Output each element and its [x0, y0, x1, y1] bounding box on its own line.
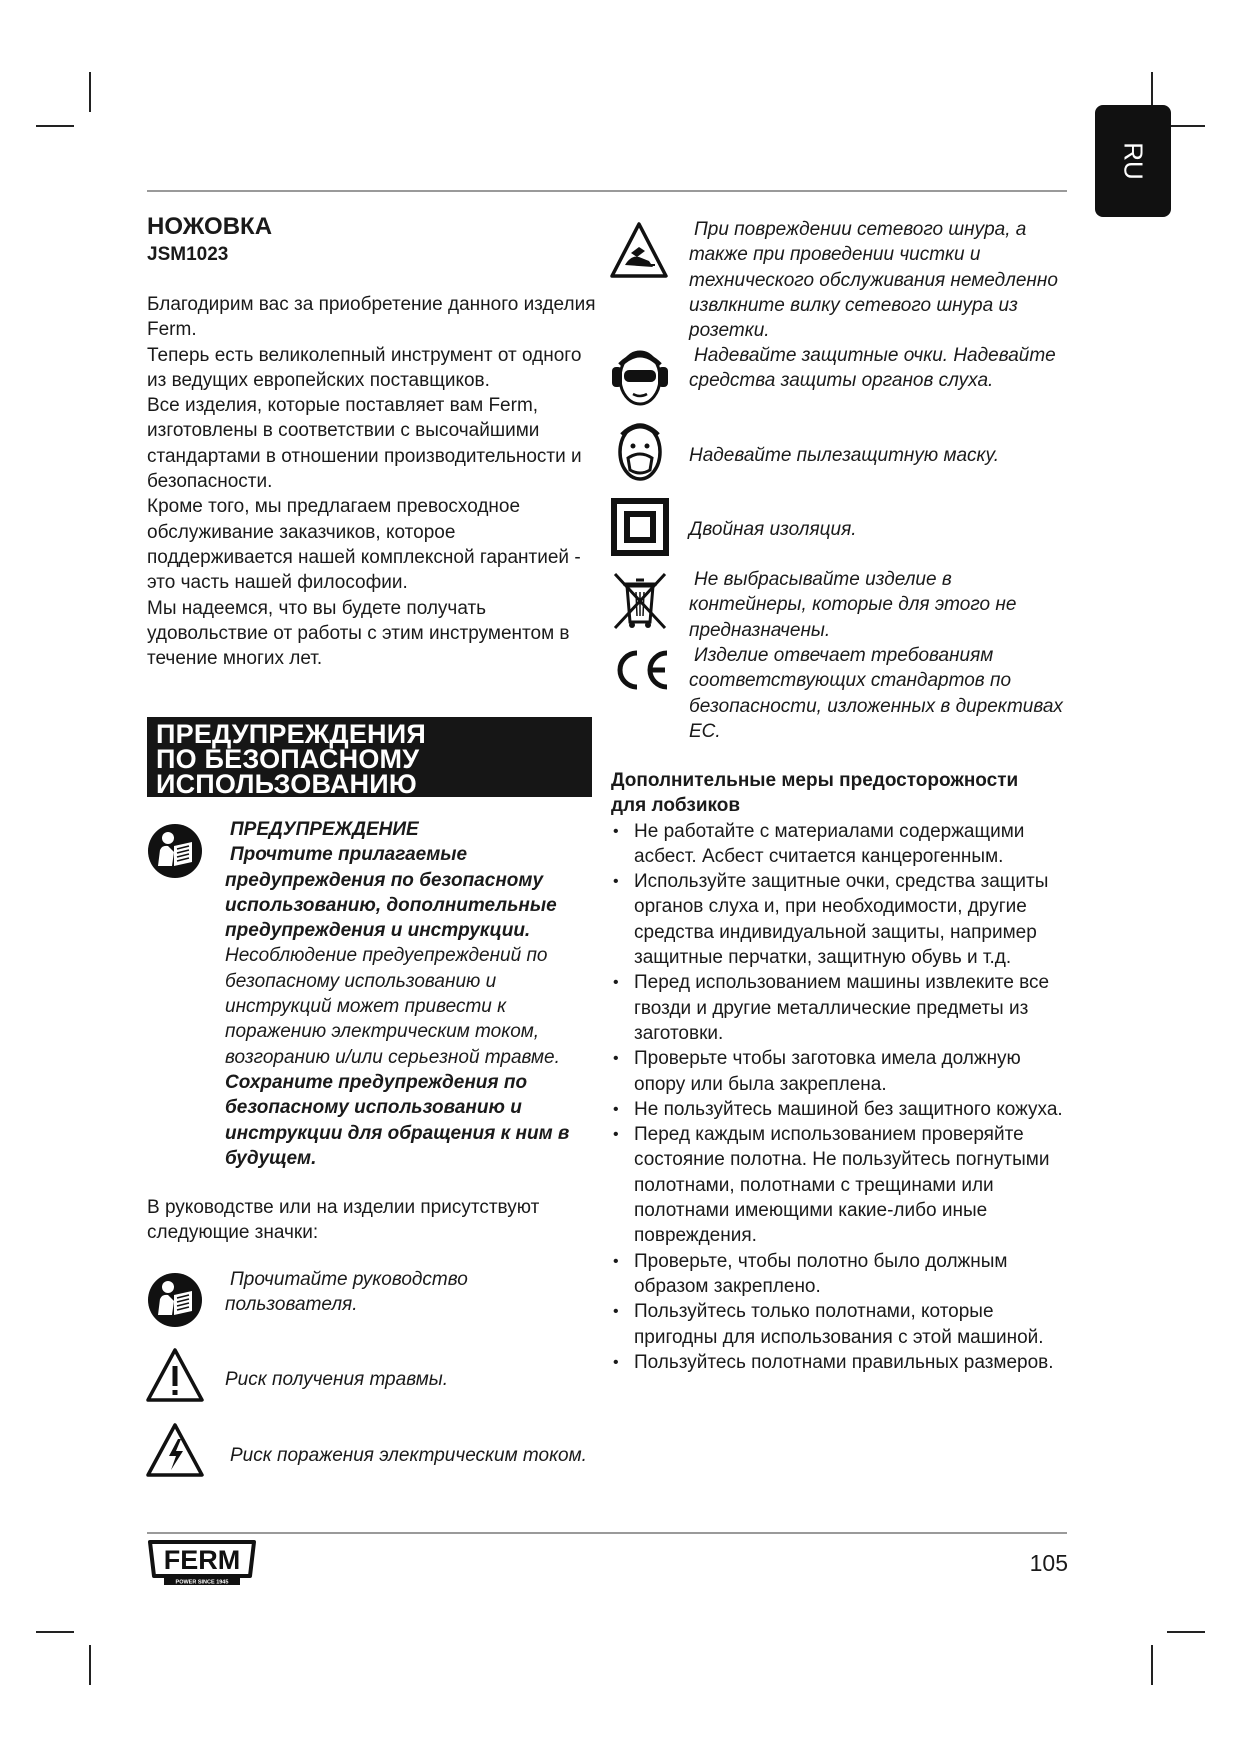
crop-mark [1167, 1631, 1205, 1633]
safety-warnings-header [147, 717, 592, 797]
list-item: • Проверьте чтобы заготовка имела должную опору или была закреплена. [611, 1046, 1071, 1097]
crop-mark [36, 1631, 74, 1633]
warning-read-instructions: Прочтите прилагаемые предупреждения по безопасному использованию, дополнительные предупреждения и инструкции. [225, 844, 557, 942]
crop-mark [1151, 1645, 1153, 1685]
symbols-intro: В руководстве или на изделии присутствуют следующие значки: [147, 1197, 540, 1244]
header-line: ПО БЕЗОПАСНОМУ [156, 744, 420, 774]
warning-triangle-icon [145, 1347, 205, 1403]
warning-keep-instructions: Сохраните предупреждения по безопасному использованию и инструкции для обращения к ним в будущем. [225, 1071, 570, 1169]
double-insulation-icon [611, 498, 669, 556]
page-number: 105 [1029, 1550, 1068, 1576]
electric-shock-icon [145, 1422, 205, 1478]
intro-paragraph: Мы надеемся, что вы будете получать удовольствие от работы с этим инструментом в течение многих лет. [147, 597, 570, 670]
warning-block [225, 817, 590, 1171]
top-rule [147, 190, 1067, 192]
read-manual-icon [146, 822, 204, 880]
symbol-description: Изделие отвечает требованиям соответствующих стандартов по безопасности, изложенных в директивах ЕС. [689, 645, 1063, 742]
product-title: НОЖОВКА [147, 213, 273, 240]
list-item: • Пользуйтесь полотнами правильных размеров. [611, 1350, 1071, 1375]
intro-paragraph: Кроме того, мы предлагаем превосходное обслуживание заказчиков, которое поддерживается нашей комплексной гарантией - это часть нашей философии. [147, 496, 581, 594]
crop-mark [36, 125, 74, 127]
product-model: JSM1023 [147, 244, 229, 265]
ferm-logo-tagline: POWER SINCE 1945 [175, 1579, 229, 1586]
warning-heading: ПРЕДУПРЕЖДЕНИЕ [230, 819, 419, 840]
precautions-list [611, 819, 1071, 1376]
symbol-description: Риск получения травмы. [225, 1369, 448, 1390]
list-item: • Перед каждым использованием проверяйте состояние полотна. Не пользуйтесь погнутыми полотнами, полотнами с трещинами или полотнами имеющими какие-либо иные повреждения. [611, 1122, 1071, 1248]
intro-text [147, 292, 597, 671]
goggles-ear-protection-icon [609, 345, 671, 407]
symbol-description: Двойная изоляция. [689, 519, 857, 540]
header-line: ИСПОЛЬЗОВАНИЮ [156, 769, 417, 799]
ferm-logo [146, 1538, 258, 1586]
bottom-rule [147, 1532, 1067, 1534]
intro-paragraph: Благодирим вас за приобретение данного изделия Ferm. [147, 294, 596, 341]
symbol-description: Надевайте защитные очки. Надевайте средства защиты органов слуха. [689, 345, 1056, 392]
intro-paragraph: Все изделия, которые поставляет вам Ferm, изготовлены в соответствии с высочайшими стандартами в отношении производительности и безопасности. [147, 395, 582, 493]
list-item: • Используйте защитные очки, средства защиты органов слуха и, при необходимости, другие средства индивидуальной защиты, например защитные перчатки, защитную обувь и т.д. [611, 869, 1071, 970]
crop-mark [89, 1645, 91, 1685]
extra-precautions [611, 768, 1071, 1375]
weee-bin-icon [610, 570, 670, 632]
crop-mark [1167, 125, 1205, 127]
read-manual-icon [146, 1271, 204, 1329]
list-item: • Перед использованием машины извлеките все гвозди и другие металлические предметы из заготовки. [611, 970, 1071, 1046]
warning-consequences: Несоблюдение предуепреждений по безопасному использованию и инструкций может привести к поражению электрическим током, возгоранию и/или серьезной травме. [225, 945, 560, 1068]
extra-precautions-title: Дополнительные меры предосторожности для лобзиков [611, 770, 1019, 817]
language-tab [1095, 105, 1171, 217]
symbol-description: Прочитайте руководство пользователя. [225, 1269, 468, 1316]
list-item: • Не пользуйтесь машиной без защитного кожуха. [611, 1097, 1071, 1122]
list-item: • Не работайте с материалами содержащими асбест. Асбест считается канцерогенным. [611, 819, 1071, 870]
ferm-logo-text: FERM [163, 1545, 241, 1575]
symbol-description: Надевайте пылезащитную маску. [689, 445, 1000, 466]
header-line: ПРЕДУПРЕЖДЕНИЯ [156, 719, 426, 749]
dust-mask-icon [614, 420, 666, 482]
unplug-icon [609, 221, 669, 279]
language-tab-label: RU [1118, 142, 1149, 180]
list-item: • Проверьте, чтобы полотно было должным образом закреплено. [611, 1249, 1071, 1300]
ce-mark-icon [610, 648, 672, 692]
list-item: • Пользуйтесь только полотнами, которые пригодны для использования с этой машиной. [611, 1299, 1071, 1350]
symbol-description: Не выбрасывайте изделие в контейнеры, которые для этого не предназначены. [689, 569, 1017, 641]
crop-mark [89, 72, 91, 112]
symbol-description: При повреждении сетевого шнура, а также при проведении чистки и технического обслуживания немедленно извлкните вилку сетевого шнура из розетки. [689, 219, 1058, 342]
intro-paragraph: Теперь есть великолепный инструмент от одного из ведущих европейских поставщиков. [147, 344, 582, 391]
symbol-description: Риск поражения электрическим током. [230, 1445, 587, 1466]
